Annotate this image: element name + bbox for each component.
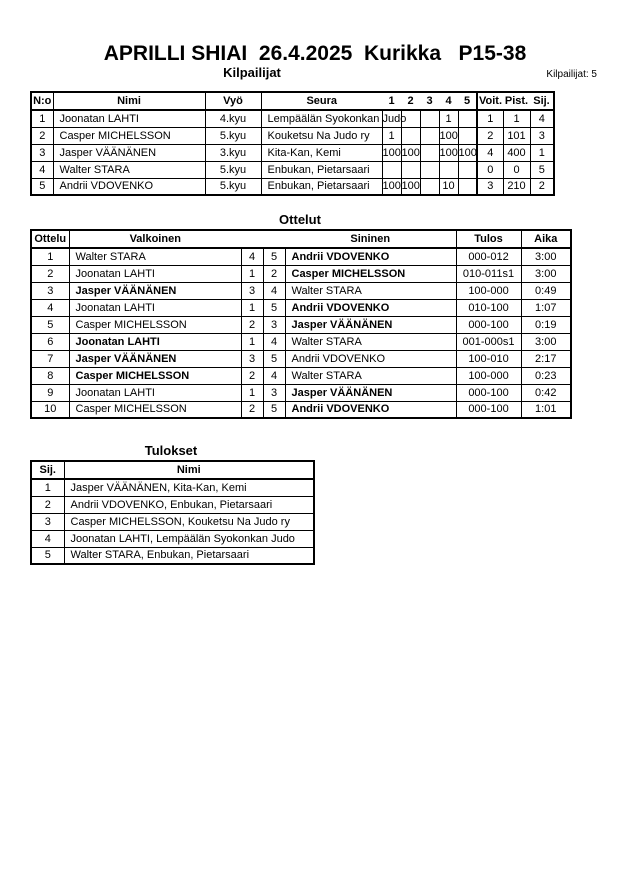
page-title: APRILLI SHIAI 26.4.2025 Kurikka P15-38: [103, 42, 527, 65]
competitor-row: [31, 110, 554, 127]
belt-cell: 3.kyu: [205, 144, 261, 161]
score-column-header-4: 4: [439, 92, 458, 110]
wins-cell: 0: [477, 161, 503, 178]
matches-header-row: [31, 230, 571, 248]
score-cell: 1: [439, 110, 458, 127]
score-cell: [439, 161, 458, 178]
score-cell: 100: [458, 144, 477, 161]
time-cell: 0:42: [521, 384, 571, 401]
no-cell: 3: [31, 144, 53, 161]
blue-no-cell: 3: [263, 316, 285, 333]
score-cell: 100: [382, 144, 401, 161]
results-table: [30, 460, 315, 565]
wins-cell: 1: [477, 110, 503, 127]
score-cell: [420, 178, 439, 195]
wins-cell: 4: [477, 144, 503, 161]
result-cell: 010-100: [456, 299, 521, 316]
result-cell: 000-100: [456, 384, 521, 401]
time-cell: 1:07: [521, 299, 571, 316]
result-name-cell: Jasper VÄÄNÄNEN, Kita-Kan, Kemi: [64, 479, 314, 496]
result-cell: 001-000s1: [456, 333, 521, 350]
match-no-cell: 2: [31, 265, 69, 282]
club-cell: Kouketsu Na Judo ry: [261, 127, 382, 144]
matches-section-title: Ottelut: [279, 212, 321, 227]
white-column-header: Valkoinen: [69, 230, 241, 248]
match-no-cell: 5: [31, 316, 69, 333]
result-cell: 000-100: [456, 401, 521, 418]
white-name-cell: Joonatan LAHTI: [69, 384, 241, 401]
result-row: [31, 513, 314, 530]
time-cell: 2:17: [521, 350, 571, 367]
score-cell: 100: [439, 127, 458, 144]
place-cell: 2: [31, 496, 64, 513]
white-name-cell: Joonatan LAHTI: [69, 265, 241, 282]
white-name-cell: Joonatan LAHTI: [69, 299, 241, 316]
match-row: [31, 350, 571, 367]
blue-no-column-header: [263, 230, 285, 248]
name-column-header: Nimi: [64, 461, 314, 479]
white-no-column-header: [241, 230, 263, 248]
result-cell: 010-011s1: [456, 265, 521, 282]
white-no-cell: 1: [241, 265, 263, 282]
white-no-cell: 2: [241, 367, 263, 384]
blue-name-cell: Walter STARA: [285, 282, 456, 299]
name-cell: Andrii VDOVENKO: [53, 178, 205, 195]
match-row: [31, 367, 571, 384]
score-cell: [420, 161, 439, 178]
white-no-cell: 2: [241, 316, 263, 333]
score-column-header-3: 3: [420, 92, 439, 110]
score-cell: [401, 161, 420, 178]
score-cell: [458, 161, 477, 178]
score-cell: [458, 178, 477, 195]
competitor-count-label: Kilpailijat: 5: [546, 69, 597, 80]
score-column-header-5: 5: [458, 92, 477, 110]
no-cell: 2: [31, 127, 53, 144]
blue-no-cell: 4: [263, 333, 285, 350]
white-no-cell: 3: [241, 350, 263, 367]
time-cell: 0:19: [521, 316, 571, 333]
place-cell: 5: [31, 547, 64, 564]
name-cell: Joonatan LAHTI: [53, 110, 205, 127]
points-cell: 210: [503, 178, 530, 195]
belt-column-header: Vyö: [205, 92, 261, 110]
white-no-cell: 4: [241, 248, 263, 265]
points-column-header: Pist.: [503, 92, 530, 110]
match-row: [31, 316, 571, 333]
club-cell: Enbukan, Pietarsaari: [261, 178, 382, 195]
time-cell: 0:23: [521, 367, 571, 384]
points-cell: 0: [503, 161, 530, 178]
match-no-cell: 1: [31, 248, 69, 265]
blue-no-cell: 4: [263, 282, 285, 299]
time-cell: 0:49: [521, 282, 571, 299]
time-column-header: Aika: [521, 230, 571, 248]
match-no-cell: 4: [31, 299, 69, 316]
score-cell: [458, 127, 477, 144]
score-cell: 10: [439, 178, 458, 195]
score-cell: 100: [401, 178, 420, 195]
white-name-cell: Jasper VÄÄNÄNEN: [69, 350, 241, 367]
place-column-header: Sij.: [530, 92, 554, 110]
blue-name-cell: Andrii VDOVENKO: [285, 401, 456, 418]
points-cell: 400: [503, 144, 530, 161]
white-no-cell: 3: [241, 282, 263, 299]
result-row: [31, 496, 314, 513]
match-no-cell: 3: [31, 282, 69, 299]
white-name-cell: Casper MICHELSSON: [69, 367, 241, 384]
match-row: [31, 248, 571, 265]
matches-table: [30, 229, 572, 419]
time-cell: 3:00: [521, 248, 571, 265]
place-cell: 3: [530, 127, 554, 144]
match-row: [31, 384, 571, 401]
score-cell: 100: [382, 178, 401, 195]
place-cell: 4: [31, 530, 64, 547]
results-section-title: Tulokset: [144, 443, 198, 458]
club-cell: Enbukan, Pietarsaari: [261, 161, 382, 178]
wins-cell: 3: [477, 178, 503, 195]
score-column-header-1: 1: [382, 92, 401, 110]
belt-cell: 5.kyu: [205, 161, 261, 178]
result-name-cell: Andrii VDOVENKO, Enbukan, Pietarsaari: [64, 496, 314, 513]
score-cell: 100: [401, 144, 420, 161]
no-cell: 1: [31, 110, 53, 127]
score-cell: 1: [382, 127, 401, 144]
points-cell: 1: [503, 110, 530, 127]
white-name-cell: Joonatan LAHTI: [69, 333, 241, 350]
blue-name-cell: Jasper VÄÄNÄNEN: [285, 384, 456, 401]
result-name-cell: Joonatan LAHTI, Lempäälän Syokonkan Judo: [64, 530, 314, 547]
place-cell: 5: [530, 161, 554, 178]
score-cell: 100: [439, 144, 458, 161]
match-no-cell: 10: [31, 401, 69, 418]
score-column-header-2: 2: [401, 92, 420, 110]
match-no-cell: 9: [31, 384, 69, 401]
competitors-header-row: [31, 92, 554, 110]
blue-no-cell: 2: [263, 265, 285, 282]
place-column-header: Sij.: [31, 461, 64, 479]
belt-cell: 5.kyu: [205, 127, 261, 144]
blue-no-cell: 5: [263, 248, 285, 265]
match-row: [31, 265, 571, 282]
competitors-section-title: Kilpailijat: [223, 65, 281, 80]
blue-no-cell: 4: [263, 367, 285, 384]
competitor-row: [31, 144, 554, 161]
place-cell: 1: [31, 479, 64, 496]
blue-no-cell: 3: [263, 384, 285, 401]
score-cell: [420, 110, 439, 127]
belt-cell: 5.kyu: [205, 178, 261, 195]
blue-no-cell: 5: [263, 350, 285, 367]
match-no-cell: 6: [31, 333, 69, 350]
match-row: [31, 299, 571, 316]
results-header-row: [31, 461, 314, 479]
score-cell: [458, 110, 477, 127]
belt-cell: 4.kyu: [205, 110, 261, 127]
place-cell: 3: [31, 513, 64, 530]
result-name-cell: Walter STARA, Enbukan, Pietarsaari: [64, 547, 314, 564]
place-cell: 1: [530, 144, 554, 161]
blue-name-cell: Casper MICHELSSON: [285, 265, 456, 282]
result-name-cell: Casper MICHELSSON, Kouketsu Na Judo ry: [64, 513, 314, 530]
score-cell: [401, 127, 420, 144]
blue-name-cell: Walter STARA: [285, 333, 456, 350]
match-row: [31, 401, 571, 418]
score-cell: [382, 161, 401, 178]
result-row: [31, 479, 314, 496]
name-column-header: Nimi: [53, 92, 205, 110]
match-no-cell: 7: [31, 350, 69, 367]
match-row: [31, 333, 571, 350]
result-cell: 100-000: [456, 282, 521, 299]
competitor-row: [31, 161, 554, 178]
no-column-header: N:o: [31, 92, 53, 110]
blue-name-cell: Jasper VÄÄNÄNEN: [285, 316, 456, 333]
score-cell: [420, 127, 439, 144]
result-row: [31, 547, 314, 564]
white-no-cell: 1: [241, 384, 263, 401]
blue-no-cell: 5: [263, 401, 285, 418]
name-cell: Jasper VÄÄNÄNEN: [53, 144, 205, 161]
result-cell: 000-012: [456, 248, 521, 265]
match-row: [31, 282, 571, 299]
competitor-row: [31, 127, 554, 144]
result-cell: 100-010: [456, 350, 521, 367]
white-name-cell: Casper MICHELSSON: [69, 316, 241, 333]
no-cell: 4: [31, 161, 53, 178]
place-cell: 2: [530, 178, 554, 195]
wins-cell: 2: [477, 127, 503, 144]
place-cell: 4: [530, 110, 554, 127]
blue-name-cell: Andrii VDOVENKO: [285, 350, 456, 367]
competitors-table: [30, 91, 555, 196]
white-name-cell: Walter STARA: [69, 248, 241, 265]
club-cell: Kita-Kan, Kemi: [261, 144, 382, 161]
white-no-cell: 1: [241, 333, 263, 350]
time-cell: 3:00: [521, 333, 571, 350]
name-cell: Walter STARA: [53, 161, 205, 178]
white-name-cell: Casper MICHELSSON: [69, 401, 241, 418]
blue-column-header: Sininen: [285, 230, 456, 248]
white-name-cell: Jasper VÄÄNÄNEN: [69, 282, 241, 299]
score-cell: [420, 144, 439, 161]
wins-column-header: Voit.: [477, 92, 503, 110]
name-cell: Casper MICHELSSON: [53, 127, 205, 144]
result-column-header: Tulos: [456, 230, 521, 248]
white-no-cell: 1: [241, 299, 263, 316]
competitor-row: [31, 178, 554, 195]
result-cell: 000-100: [456, 316, 521, 333]
points-cell: 101: [503, 127, 530, 144]
blue-name-cell: Walter STARA: [285, 367, 456, 384]
match-no-cell: 8: [31, 367, 69, 384]
time-cell: 3:00: [521, 265, 571, 282]
blue-no-cell: 5: [263, 299, 285, 316]
time-cell: 1:01: [521, 401, 571, 418]
blue-name-cell: Andrii VDOVENKO: [285, 248, 456, 265]
result-cell: 100-000: [456, 367, 521, 384]
club-cell: Lempäälän Syokonkan Judo: [261, 110, 382, 127]
result-row: [31, 530, 314, 547]
match-column-header: Ottelu: [31, 230, 69, 248]
no-cell: 5: [31, 178, 53, 195]
white-no-cell: 2: [241, 401, 263, 418]
club-column-header: Seura: [261, 92, 382, 110]
blue-name-cell: Andrii VDOVENKO: [285, 299, 456, 316]
